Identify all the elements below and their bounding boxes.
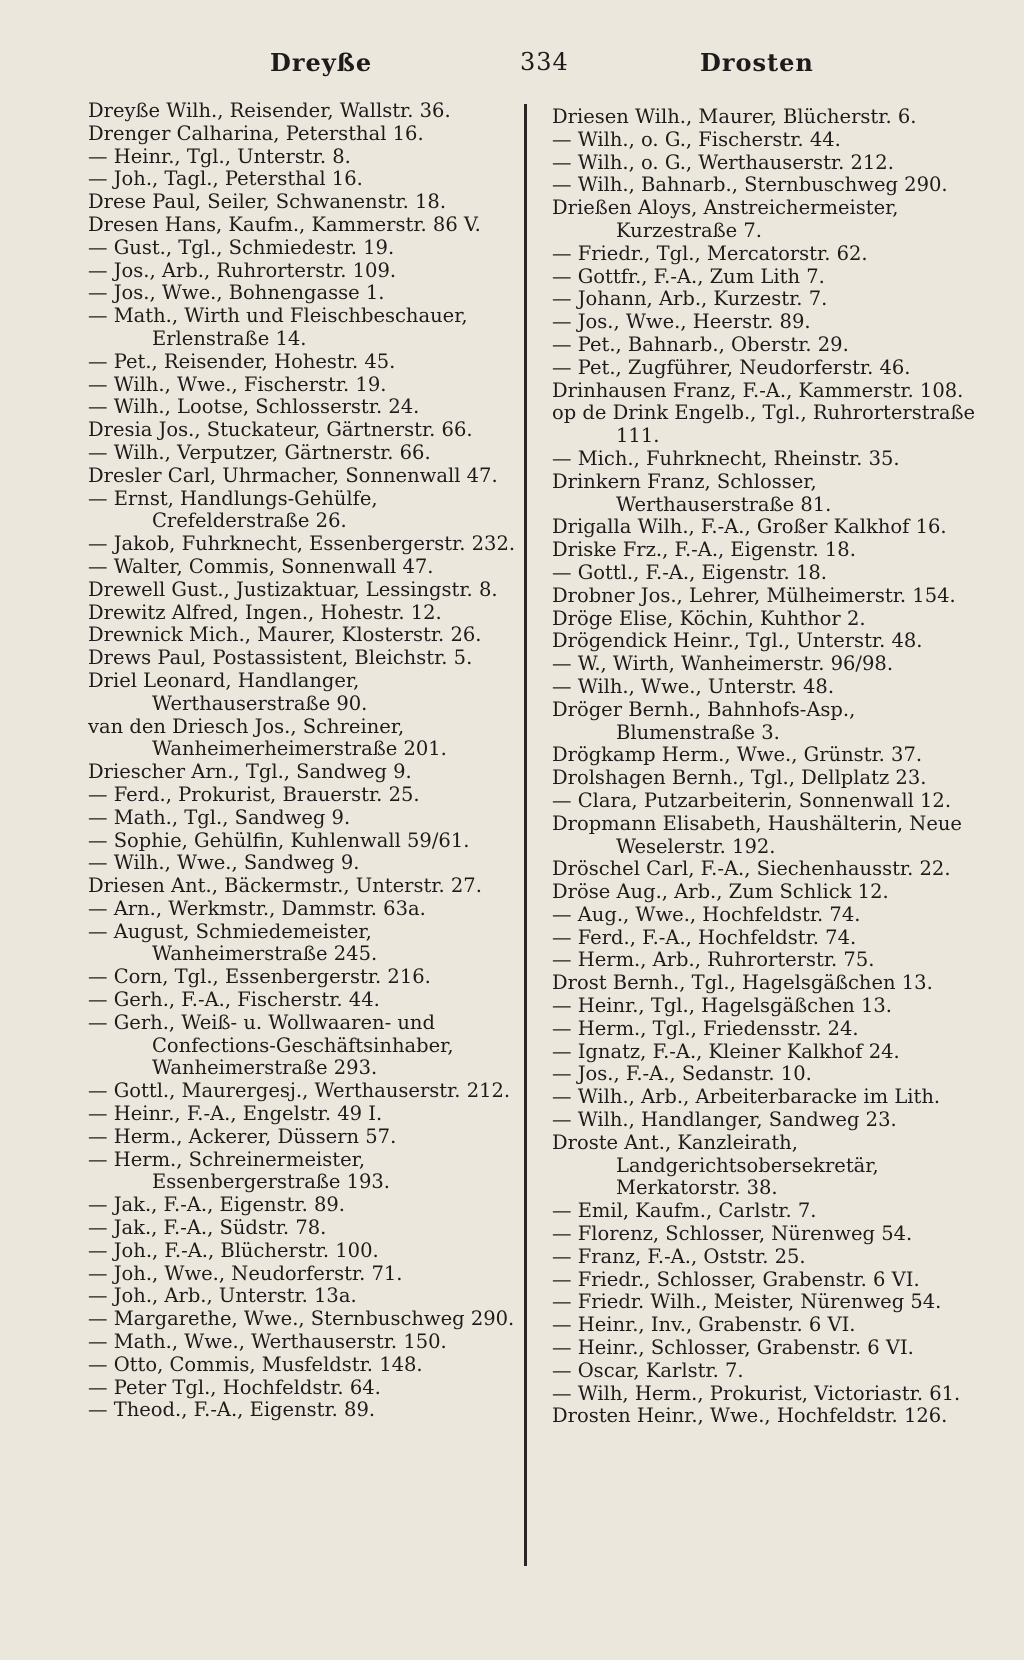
- directory-entry: — Wilh., Wwe., Sandweg 9.: [88, 851, 360, 875]
- directory-entry: Drießen Aloys, Anstreichermeister, Kurzestraße 7.: [552, 196, 899, 242]
- directory-entry: Drewnick Mich., Maurer, Klosterstr. 26.: [88, 623, 482, 647]
- directory-entry: — Jos., Wwe., Heerstr. 89.: [552, 310, 811, 334]
- directory-entry: — Friedr., Schlosser, Grabenstr. 6 VI.: [552, 1267, 920, 1291]
- directory-entry: — Joh., Wwe., Neudorferstr. 71.: [88, 1261, 403, 1285]
- directory-entry: Drosten Heinr., Wwe., Hochfeldstr. 126.: [552, 1404, 948, 1428]
- directory-entry: Dröschel Carl, F.-A., Siechenhausstr. 22.: [552, 857, 951, 881]
- directory-entry: — Wilh., Handlanger, Sandweg 23.: [552, 1108, 897, 1132]
- directory-entry: — Jos., F.-A., Sedanstr. 10.: [552, 1062, 812, 1086]
- directory-entry: — Herm., Arb., Ruhrorterstr. 75.: [552, 948, 875, 972]
- left-column: [88, 100, 520, 1422]
- directory-entry: Dresen Hans, Kaufm., Kammerstr. 86 V.: [88, 212, 481, 236]
- directory-entry: van den Driesch Jos., Schreiner, Wanheimerheimerstraße 201.: [88, 714, 447, 761]
- directory-entry: — Gerh., F.-A., Fischerstr. 44.: [88, 988, 380, 1012]
- directory-entry: — Jak., F.-A., Südstr. 78.: [88, 1216, 327, 1240]
- directory-entry: — Joh., Arb., Unterstr. 13a.: [88, 1284, 357, 1308]
- directory-entry: — August, Schmiedemeister, Wanheimerstraße 245.: [88, 919, 378, 966]
- directory-entry: Dropmann Elisabeth, Haushälterin, Neue Weselerstr. 192.: [552, 811, 962, 858]
- directory-entry: — Pet., Bahnarb., Oberstr. 29.: [552, 332, 849, 356]
- directory-entry: — Arn., Werkmstr., Dammstr. 63a.: [88, 896, 426, 920]
- directory-entry: — Ignatz, F.-A., Kleiner Kalkhof 24.: [552, 1039, 900, 1063]
- directory-entry: — Gottl., F.-A., Eigenstr. 18.: [552, 560, 827, 584]
- directory-entry: Driesen Ant., Bäckermstr., Unterstr. 27.: [88, 874, 482, 898]
- directory-entry: op de Drink Engelb., Tgl., Ruhrorterstraße 111.: [552, 401, 976, 448]
- directory-entry: — Heinr., Tgl., Hagelsgäßchen 13.: [552, 994, 892, 1018]
- directory-entry: Dröger Bernh., Bahnhofs-Asp., Blumenstraße 3.: [552, 697, 856, 744]
- directory-entry: — Math., Wirth und Fleischbeschauer, Erlenstraße 14.: [88, 304, 468, 350]
- directory-entry: — Gerh., Weiß- u. Wollwaaren- und Confections-Geschäftsinhaber, Wanheimerstraße 293.: [88, 1010, 454, 1080]
- directory-entry: — Wilh, Herm., Prokurist, Victoriastr. 61.: [552, 1381, 961, 1405]
- directory-entry: — Joh., F.-A., Blücherstr. 100.: [88, 1238, 379, 1262]
- page-number: 334: [520, 48, 569, 76]
- directory-entry: — W., Wirth, Wanheimerstr. 96/98.: [552, 652, 894, 676]
- directory-entry: — Sophie, Gehülfin, Kuhlenwall 59/61.: [88, 828, 470, 852]
- directory-entry: — Otto, Commis, Musfeldstr. 148.: [88, 1352, 423, 1376]
- directory-entry: Drinkern Franz, Schlosser, Werthauserstraße 81.: [552, 469, 832, 516]
- directory-entry: — Wilh., Wwe., Fischerstr. 19.: [88, 372, 387, 396]
- directory-entry: — Herm., Tgl., Friedensstr. 24.: [552, 1016, 859, 1040]
- directory-entry: — Wilh., Lootse, Schlosserstr. 24.: [88, 395, 420, 419]
- directory-entry: — Wilh., o. G., Fischerstr. 44.: [552, 127, 841, 151]
- directory-entry: — Friedr. Wilh., Meister, Nürenweg 54.: [552, 1290, 942, 1314]
- directory-entry: — Walter, Commis, Sonnenwall 47.: [88, 554, 434, 578]
- directory-entry: Drewitz Alfred, Ingen., Hohestr. 12.: [88, 600, 442, 624]
- directory-entry: — Heinr., Schlosser, Grabenstr. 6 VI.: [552, 1336, 914, 1360]
- directory-entry: Droste Ant., Kanzleirath, Landgerichtsobersekretär, Merkatorstr. 38.: [552, 1130, 879, 1200]
- directory-entry: Drobner Jos., Lehrer, Mülheimerstr. 154.: [552, 583, 956, 607]
- directory-entry: — Ferd., Prokurist, Brauerstr. 25.: [88, 782, 420, 806]
- directory-entry: — Aug., Wwe., Hochfeldstr. 74.: [552, 902, 861, 926]
- column-divider: [524, 104, 527, 1566]
- directory-entry: — Clara, Putzarbeiterin, Sonnenwall 12.: [552, 788, 952, 812]
- directory-entry: — Wilh., Verputzer, Gärtnerstr. 66.: [88, 440, 431, 464]
- directory-entry: Dröse Aug., Arb., Zum Schlick 12.: [552, 880, 889, 904]
- directory-entry: — Margarethe, Wwe., Sternbuschweg 290.: [88, 1307, 515, 1331]
- directory-entry: — Wilh., Arb., Arbeiterbaracke im Lith.: [552, 1085, 941, 1109]
- directory-entry: — Joh., Tagl., Petersthal 16.: [88, 167, 363, 191]
- directory-entry: — Mich., Fuhrknecht, Rheinstr. 35.: [552, 446, 900, 470]
- directory-entry: Dreyße Wilh., Reisender, Wallstr. 36.: [88, 99, 451, 122]
- directory-entry: Drenger Calharina, Petersthal 16.: [88, 121, 424, 145]
- directory-entry: — Florenz, Schlosser, Nürenweg 54.: [552, 1222, 913, 1246]
- directory-entry: — Wilh., Wwe., Unterstr. 48.: [552, 674, 835, 698]
- right-column: [552, 106, 988, 1428]
- directory-entry: — Gust., Tgl., Schmiedestr. 19.: [88, 235, 395, 259]
- header-left-keyword: Dreyße: [270, 48, 373, 77]
- directory-entry: — Ferd., F.-A., Hochfeldstr. 74.: [552, 925, 857, 949]
- directory-entry: — Corn, Tgl., Essenbergerstr. 216.: [88, 965, 431, 989]
- directory-entry: — Heinr., F.-A., Engelstr. 49 I.: [88, 1102, 383, 1126]
- directory-entry: Dröge Elise, Köchin, Kuhthor 2.: [552, 606, 866, 630]
- directory-entry: — Gottl., Maurergesj., Werthauserstr. 212.: [88, 1079, 511, 1103]
- directory-entry: Drews Paul, Postassistent, Bleichstr. 5.: [88, 646, 473, 670]
- directory-entry: — Wilh., o. G., Werthauserstr. 212.: [552, 150, 894, 174]
- directory-entry: Dresia Jos., Stuckateur, Gärtnerstr. 66.: [88, 418, 473, 442]
- directory-entry: Dresler Carl, Uhrmacher, Sonnenwall 47.: [88, 463, 498, 487]
- directory-entry: Driesen Wilh., Maurer, Blücherstr. 6.: [552, 105, 917, 128]
- directory-entry: — Jos., Arb., Ruhrorterstr. 109.: [88, 258, 397, 282]
- directory-entry: — Herm., Ackerer, Düssern 57.: [88, 1124, 397, 1148]
- directory-entry: — Theod., F.-A., Eigenstr. 89.: [88, 1398, 376, 1422]
- directory-entry: Drögendick Heinr., Tgl., Unterstr. 48.: [552, 629, 923, 653]
- directory-entry: Driske Frz., F.-A., Eigenstr. 18.: [552, 538, 856, 562]
- header-right-keyword: Drosten: [700, 48, 814, 77]
- directory-entry: — Heinr., Tgl., Unterstr. 8.: [88, 144, 351, 168]
- directory-entry: — Math., Tgl., Sandweg 9.: [88, 805, 351, 829]
- directory-entry: — Jakob, Fuhrknecht, Essenbergerstr. 232.: [88, 532, 516, 556]
- directory-entry: — Herm., Schreinermeister, Essenbergerstraße 193.: [88, 1147, 391, 1194]
- directory-entry: Driel Leonard, Handlanger, Werthauserstraße 90.: [88, 668, 368, 715]
- directory-entry: Drolshagen Bernh., Tgl., Dellplatz 23.: [552, 766, 927, 790]
- directory-entry: — Heinr., Inv., Grabenstr. 6 VI.: [552, 1313, 856, 1337]
- directory-entry: — Franz, F.-A., Oststr. 25.: [552, 1244, 806, 1268]
- directory-entry: Drinhausen Franz, F.-A., Kammerstr. 108.: [552, 378, 964, 402]
- directory-entry: — Emil, Kaufm., Carlstr. 7.: [552, 1199, 817, 1223]
- directory-entry: — Peter Tgl., Hochfeldstr. 64.: [88, 1375, 381, 1399]
- directory-entry: Drögkamp Herm., Wwe., Grünstr. 37.: [552, 743, 923, 767]
- directory-entry: Drewell Gust., Justizaktuar, Lessingstr. 8.: [88, 577, 498, 601]
- directory-entry: Drese Paul, Seiler, Schwanenstr. 18.: [88, 190, 447, 214]
- directory-entry: — Wilh., Bahnarb., Sternbuschweg 290.: [552, 173, 948, 197]
- directory-entry: — Gottfr., F.-A., Zum Lith 7.: [552, 264, 825, 288]
- directory-entry: — Math., Wwe., Werthauserstr. 150.: [88, 1330, 447, 1354]
- directory-entry: — Johann, Arb., Kurzestr. 7.: [552, 287, 828, 311]
- directory-entry: — Pet., Zugführer, Neudorferstr. 46.: [552, 355, 911, 379]
- directory-entry: Drigalla Wilh., F.-A., Großer Kalkhof 16.: [552, 515, 947, 539]
- directory-entry: — Ernst, Handlungs-Gehülfe, Crefelderstraße 26.: [88, 486, 378, 533]
- directory-entry: — Oscar, Karlstr. 7.: [552, 1358, 744, 1382]
- directory-entry: Driescher Arn., Tgl., Sandweg 9.: [88, 760, 412, 784]
- directory-entry: — Jak., F.-A., Eigenstr. 89.: [88, 1193, 345, 1217]
- directory-entry: — Jos., Wwe., Bohnengasse 1.: [88, 281, 385, 305]
- directory-entry: — Pet., Reisender, Hohestr. 45.: [88, 349, 396, 373]
- directory-entry: — Friedr., Tgl., Mercatorstr. 62.: [552, 241, 868, 265]
- page-header: [0, 48, 1024, 88]
- directory-entry: Drost Bernh., Tgl., Hagelsgäßchen 13.: [552, 971, 933, 995]
